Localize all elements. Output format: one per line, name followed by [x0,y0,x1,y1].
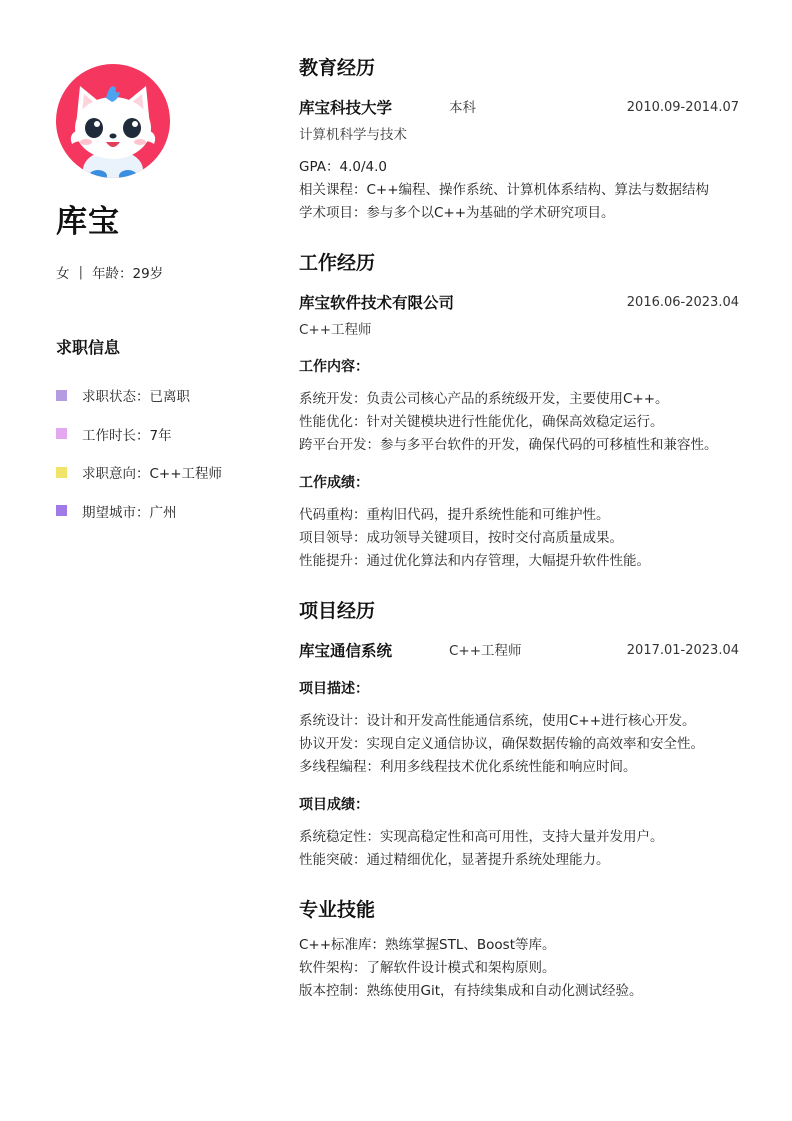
education-title: 教育经历 [299,57,376,79]
list-item [56,424,222,444]
list-item: 相关课程：C++编程、操作系统、计算机体系结构、算法与数据结构 [299,182,710,198]
list-item [56,462,222,482]
school-name: 库宝科技大学 [299,99,393,117]
list-item: 系统稳定性：实现高稳定性和高可用性，支持大量并发用户。 [299,829,664,845]
project-name: 库宝通信系统 [299,642,393,660]
work-position: C++工程师 [299,322,372,338]
list-item: 协议开发：实现自定义通信协议，确保数据传输的高效率和安全性。 [299,736,704,752]
divider: | [78,264,84,280]
list-item: GPA：4.0/4.0 [299,159,387,175]
candidate-name: 库宝 [56,204,120,240]
project-header [299,639,739,663]
list-item [56,501,222,521]
list-item: 性能提升：通过优化算法和内存管理，大幅提升软件性能。 [299,553,650,569]
bullet-square-icon [56,390,67,401]
project-desc-label: 项目描述： [299,681,369,697]
basic-info [56,262,163,282]
education-details [299,156,739,225]
work-years: 工作时长：7年 [82,427,172,444]
avatar [56,64,170,178]
list-item: 跨平台开发：参与多平台软件的开发，确保代码的可移植性和兼容性。 [299,437,718,453]
bullet-square-icon [56,505,67,516]
cat-mascot-icon [56,64,170,178]
list-item [56,385,222,405]
project-role: C++工程师 [449,643,522,659]
skills-list [299,934,739,1003]
list-item: 学术项目：参与多个以C++为基础的学术研究项目。 [299,205,615,221]
job-intent: 求职意向：C++工程师 [82,466,223,482]
work-header [299,291,739,315]
skills-title: 专业技能 [299,899,376,921]
list-item: 多线程编程：利用多线程技术优化系统性能和响应时间。 [299,759,637,775]
job-intent-title: 求职信息 [56,338,121,357]
list-item: 性能突破：通过精细优化，显著提升系统处理能力。 [299,852,610,868]
company-name: 库宝软件技术有限公司 [299,294,455,312]
project-desc [299,710,739,779]
list-item: 项目领导：成功领导关键项目，按时交付高质量成果。 [299,530,623,546]
list-item: 版本控制：熟练使用Git，有持续集成和自动化测试经验。 [299,983,643,999]
work-title: 工作经历 [299,252,376,274]
project-achieve-label: 项目成绩： [299,797,369,813]
list-item: 性能优化：针对关键模块进行性能优化，确保高效稳定运行。 [299,414,664,430]
bullet-square-icon [56,428,67,439]
major: 计算机科学与技术 [299,127,407,143]
education-date: 2010.09-2014.07 [626,100,739,115]
work-achievements [299,504,739,573]
job-status: 求职状态：已离职 [82,389,190,405]
list-item: C++标准库：熟练掌握STL、Boost等库。 [299,937,556,953]
job-intent-list [56,385,222,539]
degree: 本科 [449,100,476,116]
list-item: 代码重构：重构旧代码，提升系统性能和可维护性。 [299,507,610,523]
expected-city: 期望城市：广州 [82,504,177,521]
list-item: 系统设计：设计和开发高性能通信系统，使用C++进行核心开发。 [299,713,696,729]
bullet-square-icon [56,467,67,478]
work-content [299,388,739,457]
work-date: 2016.06-2023.04 [626,295,739,310]
work-content-label: 工作内容： [299,359,369,375]
main-content [299,54,739,1003]
project-title: 项目经历 [299,600,376,622]
project-date: 2017.01-2023.04 [626,643,739,658]
gender: 女 [56,266,70,282]
list-item: 软件架构：了解软件设计模式和架构原则。 [299,960,556,976]
list-item: 系统开发：负责公司核心产品的系统级开发，主要使用C++。 [299,391,669,407]
education-header [299,96,739,120]
work-achieve-label: 工作成绩： [299,475,369,491]
project-achievements [299,826,739,872]
age: 年龄：29岁 [92,266,164,282]
